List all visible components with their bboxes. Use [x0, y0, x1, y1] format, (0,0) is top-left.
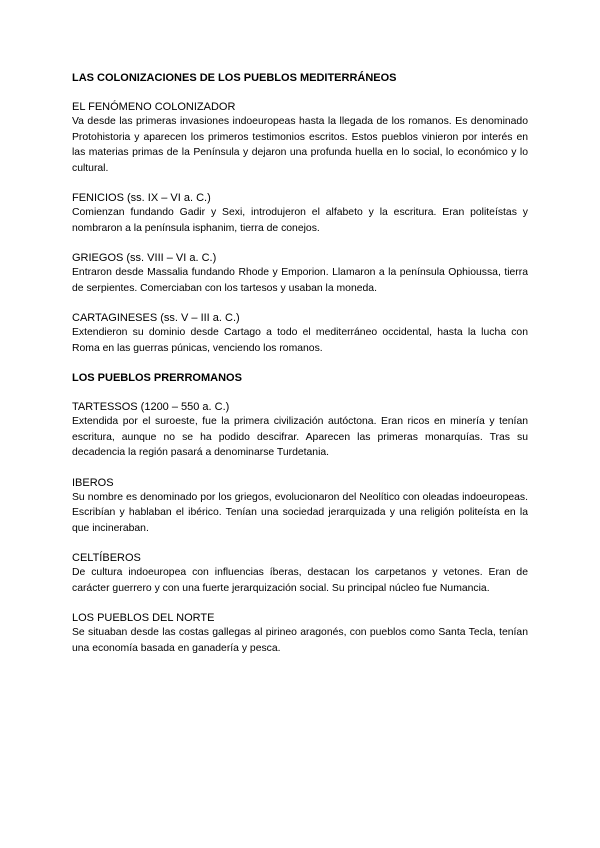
section-text: Comienzan fundando Gadir y Sexi, introdujeron el alfabeto y la escritura. Eran politeístas y nombraron a la península isphanim, tierra de conejos.	[72, 207, 528, 234]
section-text: Su nombre es denominado por los griegos, evolucionaron del Neolítico con oleadas indoeuropeas. Escribían y hablaban el ibérico. Tenían una sociedad jerarquizada y una religión politeísta en la que incineraban.	[72, 491, 528, 534]
section-text: Extendida por el suroeste, fue la primera civilización autóctona. Eran ricos en minería y tenían escritura, aunque no se ha podido descifrar. Aparecen las primeras monarquías. Tras su decadencia la región pasará a denominarse Turdetania.	[72, 416, 528, 458]
section-iberos	[72, 476, 528, 537]
section-title: TARTESSOS (1200 – 550 a. C.)	[72, 401, 230, 413]
section-title: IBEROS	[72, 476, 114, 489]
section-title: FENICIOS (ss. IX – VI a. C.)	[72, 192, 211, 204]
section-text: De cultura indoeuropea con influencias íberas, destacan los carpetanos y vetones. Eran de carácter guerrero y con una fuerte jerarquización social. Su principal núcleo fue Numancia.	[72, 567, 528, 594]
main-heading: LAS COLONIZACIONES DE LOS PUEBLOS MEDITERRÁNEOS	[72, 72, 397, 84]
section-pueblos-del-norte	[72, 611, 528, 656]
section-title: GRIEGOS (ss. VIII – VI a. C.)	[72, 252, 217, 264]
document-body	[72, 71, 528, 671]
section-title: CELTÍBEROS	[72, 552, 141, 564]
section-text: Va desde las primeras invasiones indoeuropeas hasta la llegada de los romanos. Es denominado Protohistoria y aparecen los primeros testimonios escritos. Estos pueblos vinieron por interés en las materias primas de la Península y dejaron una profunda huella en lo social, lo económico y lo cultural.	[72, 116, 528, 174]
section-title: CARTAGINESES (ss. V – III a. C.)	[72, 312, 240, 324]
section-tartessos	[72, 400, 528, 461]
section-griegos	[72, 251, 528, 296]
section-text: Extendieron su dominio desde Cartago a todo el mediterráneo occidental, hasta la lucha con Roma en las guerras púnicas, venciendo los romanos.	[72, 327, 528, 354]
section-fenicios	[72, 191, 528, 236]
secondary-heading: LOS PUEBLOS PRERROMANOS	[72, 372, 242, 384]
section-text: Entraron desde Massalia fundando Rhode y Emporion. Llamaron a la península Ophioussa, tierra de serpientes. Comerciaban con los tartesos y usaban la moneda.	[72, 267, 528, 294]
section-text: Se situaban desde las costas gallegas al pirineo aragonés, con pueblos como Santa Tecla, tenían una economía basada en ganadería y pesca.	[72, 627, 528, 654]
section-title: EL FENÓMENO COLONIZADOR	[72, 101, 236, 113]
section-cartagineses	[72, 311, 528, 356]
section-title: LOS PUEBLOS DEL NORTE	[72, 612, 215, 624]
section-celtiberos	[72, 551, 528, 596]
section-fenomeno-colonizador	[72, 100, 528, 176]
